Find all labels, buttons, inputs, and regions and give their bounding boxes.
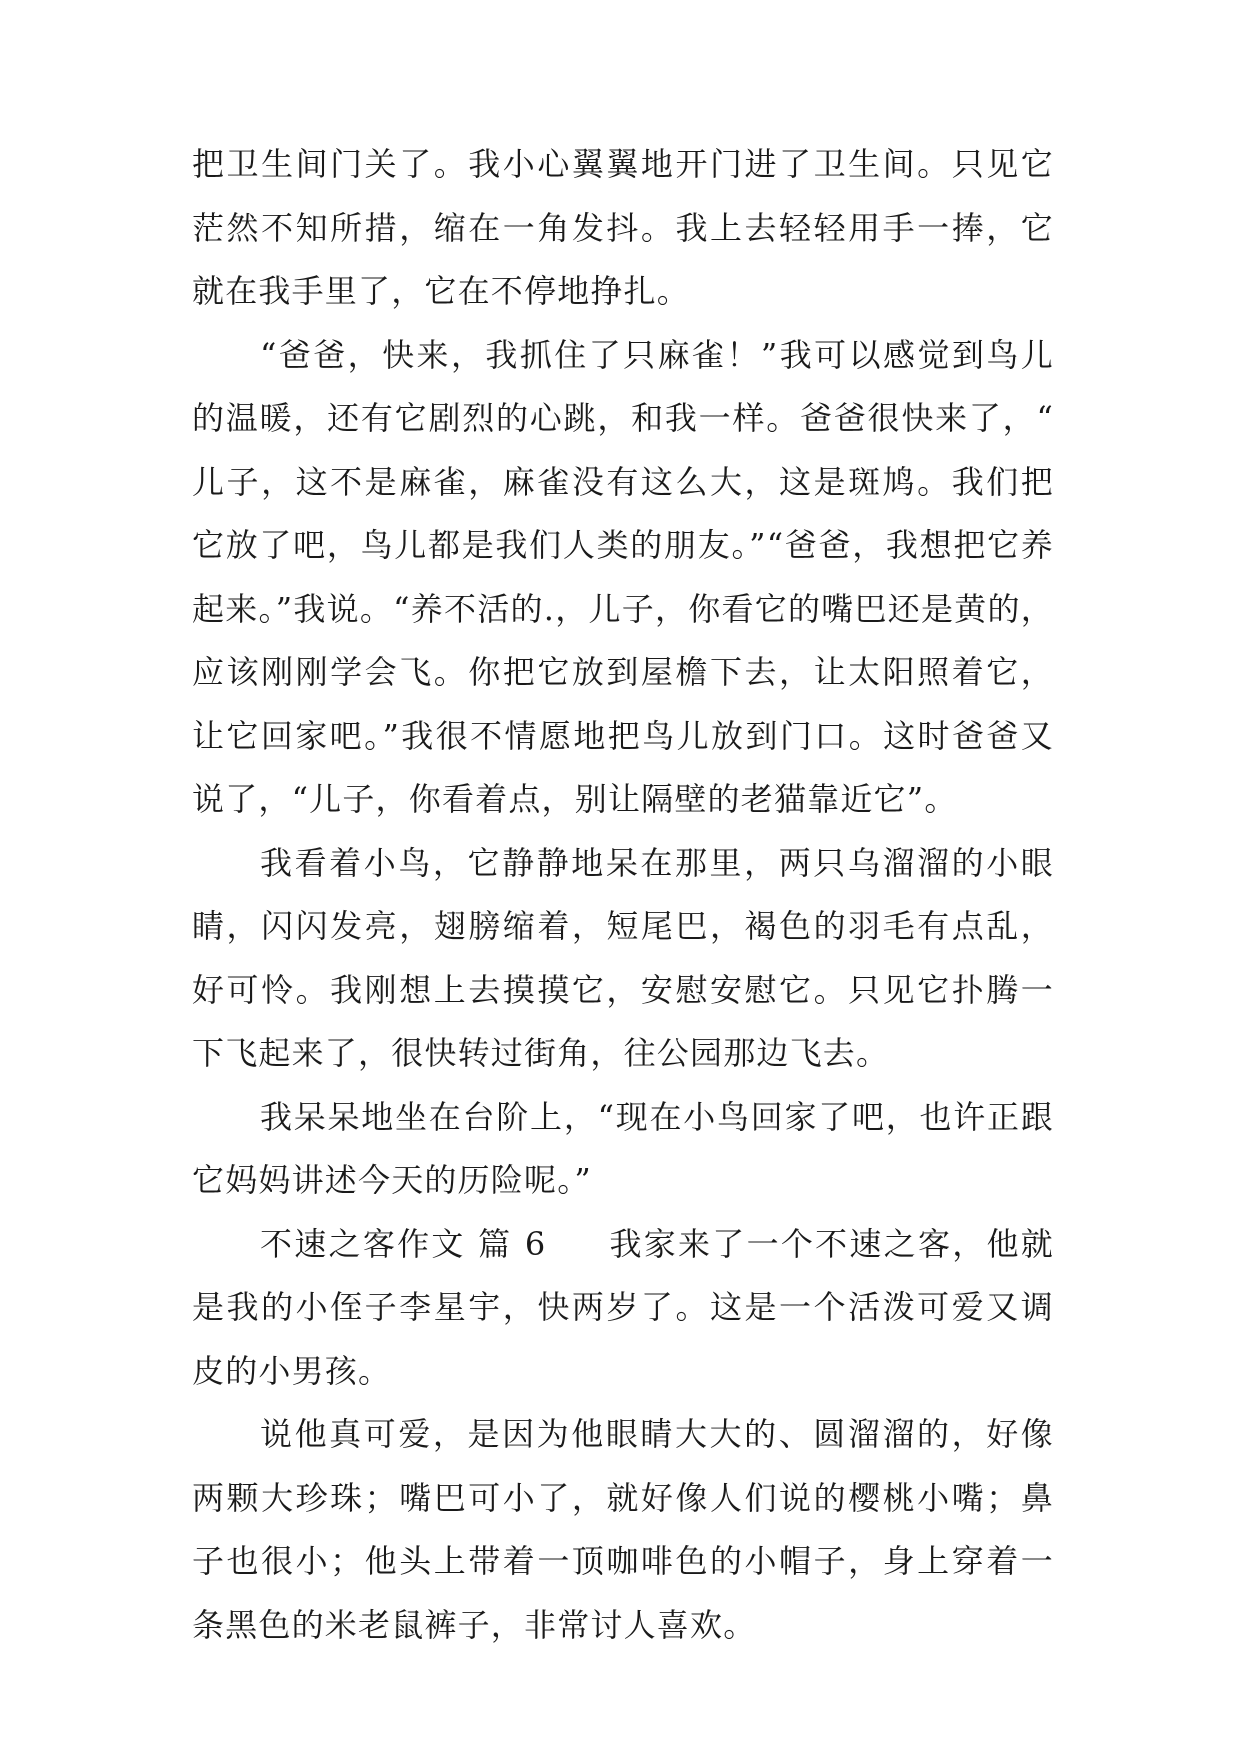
paragraph-4: 我呆呆地坐在台阶上，“现在小鸟回家了吧，也许正跟它妈妈讲述今天的历险呢。”: [192, 1097, 1054, 1199]
paragraph-6: 说他真可爱，是因为他眼睛大大的、圆溜溜的，好像两颗大珍珠；嘴巴可小了，就好像人们说的樱桃小嘴；鼻子也很小；他头上带着一顶咖啡色的小帽子，身上穿着一条黑色的米老鼠裤子，非常讨人喜欢。: [192, 1415, 1054, 1644]
paragraph-1: 把卫生间门关了。我小心翼翼地开门进了卫生间。只见它茫然不知所措，缩在一角发抖。我上去轻轻用手一捧，它就在我手里了，它在不停地挣扎。: [192, 145, 1054, 310]
section-paragraph: [192, 1213, 1054, 1404]
paragraph-3: 我看着小鸟，它静静地呆在那里，两只乌溜溜的小眼睛，闪闪发亮，翅膀缩着，短尾巴，褐色的羽毛有点乱，好可怜。我刚想上去摸摸它，安慰安慰它。只见它扑腾一下飞起来了，很快转过街角，往公园那边飞去。: [192, 843, 1054, 1072]
section-heading: 不速之客作文 篇 6: [260, 1224, 547, 1263]
document-body: [192, 133, 1054, 1657]
section-text: 我家来了一个不速之客，他就是我的小侄子李星宇，快两岁了。这是一个活泼可爱又调皮的小男孩。: [192, 1224, 1054, 1390]
paragraph-2: “爸爸，快来，我抓住了只麻雀！”我可以感觉到鸟儿的温暖，还有它剧烈的心跳，和我一样。爸爸很快来了，“儿子，这不是麻雀，麻雀没有这么大，这是斑鸠。我们把它放了吧，鸟儿都是我们人类的朋友。”“爸爸，我想把它养起来。”我说。“养不活的.，儿子，你看它的嘴巴还是黄的，应该刚刚学会飞。你把它放到屋檐下去，让太阳照着它，让它回家吧。”我很不情愿地把鸟儿放到门口。这时爸爸又说了，“儿子，你看着点，别让隔壁的老猫靠近它”。: [192, 335, 1054, 818]
